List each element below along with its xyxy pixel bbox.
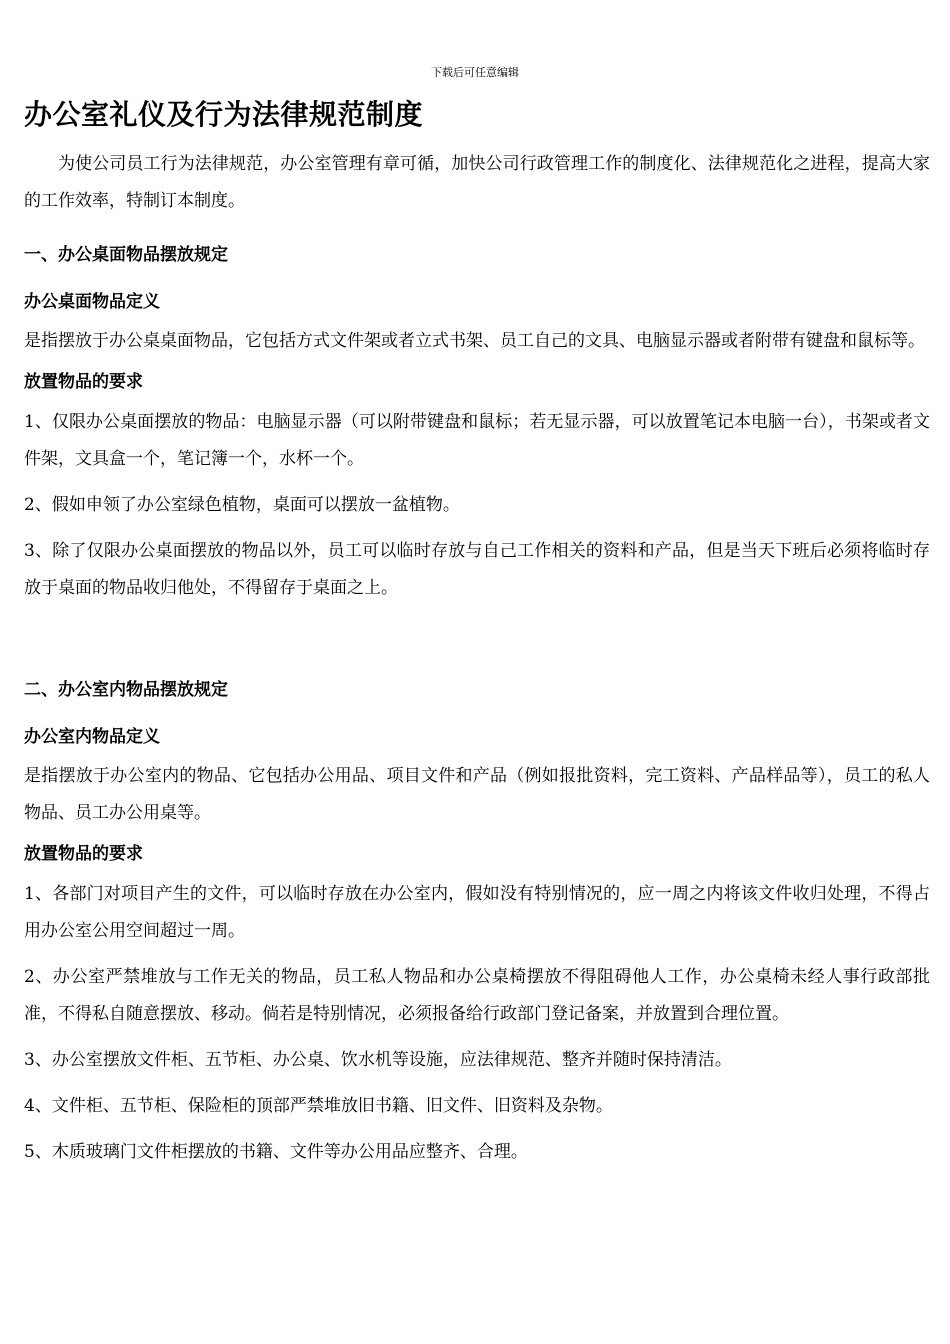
section-2-definition-heading: 办公室内物品定义 [24,727,160,747]
section-2-item: 2、办公室严禁堆放与工作无关的物品，员工私人物品和办公桌椅摆放不得阻碍他人工作，办公桌椅未经人事行政部批准，不得私自随意摆放、移动。倘若是特别情况，必须报备给行政部门登记备案，并放置到合理位置。 [24,967,930,1024]
section-1-item: 2、假如申领了办公室绿色植物，桌面可以摆放一盆植物。 [24,495,460,515]
intro-paragraph: 为使公司员工行为法律规范，办公室管理有章可循，加快公司行政管理工作的制度化、法律规范化之进程，提高大家的工作效率，特制订本制度。 [24,154,930,211]
section-2-requirements-heading: 放置物品的要求 [24,844,143,864]
section-2-item: 3、办公室摆放文件柜、五节柜、办公桌、饮水机等设施，应法律规范、整齐并随时保持清洁。 [24,1050,732,1070]
document-body [24,96,930,1171]
section-1-heading: 一、办公桌面物品摆放规定 [24,245,228,265]
section-1-item: 1、仅限办公桌面摆放的物品：电脑显示器（可以附带键盘和鼠标；若无显示器，可以放置笔记本电脑一台），书架或者文件架，文具盒一个，笔记簿一个，水杯一个。 [24,412,930,469]
section-1-definition-text: 是指摆放于办公桌桌面物品，它包括方式文件架或者立式书架、员工自己的文具、电脑显示器或者附带有键盘和鼠标等。 [24,331,925,351]
section-1-definition-heading: 办公桌面物品定义 [24,292,160,312]
section-2-item: 4、文件柜、五节柜、保险柜的顶部严禁堆放旧书籍、旧文件、旧资料及杂物。 [24,1096,613,1116]
header-note: 下载后可任意编辑 [431,66,519,79]
section-1-item: 3、除了仅限办公桌面摆放的物品以外，员工可以临时存放与自己工作相关的资料和产品，但是当天下班后必须将临时存放于桌面的物品收归他处，不得留存于桌面之上。 [24,541,930,598]
document-title: 办公室礼仪及行为法律规范制度 [24,98,424,131]
section-2-item: 5、木质玻璃门文件柜摆放的书籍、文件等办公用品应整齐、合理。 [24,1142,528,1162]
section-1-requirements-heading: 放置物品的要求 [24,372,143,392]
section-2-item: 1、各部门对项目产生的文件，可以临时存放在办公室内，假如没有特别情况的，应一周之内将该文件收归处理，不得占用办公室公用空间超过一周。 [24,884,930,941]
section-2-heading: 二、办公室内物品摆放规定 [24,680,228,700]
section-2-definition-text: 是指摆放于办公室内的物品、它包括办公用品、项目文件和产品（例如报批资料，完工资料、产品样品等），员工的私人物品、员工办公用桌等。 [24,766,930,823]
